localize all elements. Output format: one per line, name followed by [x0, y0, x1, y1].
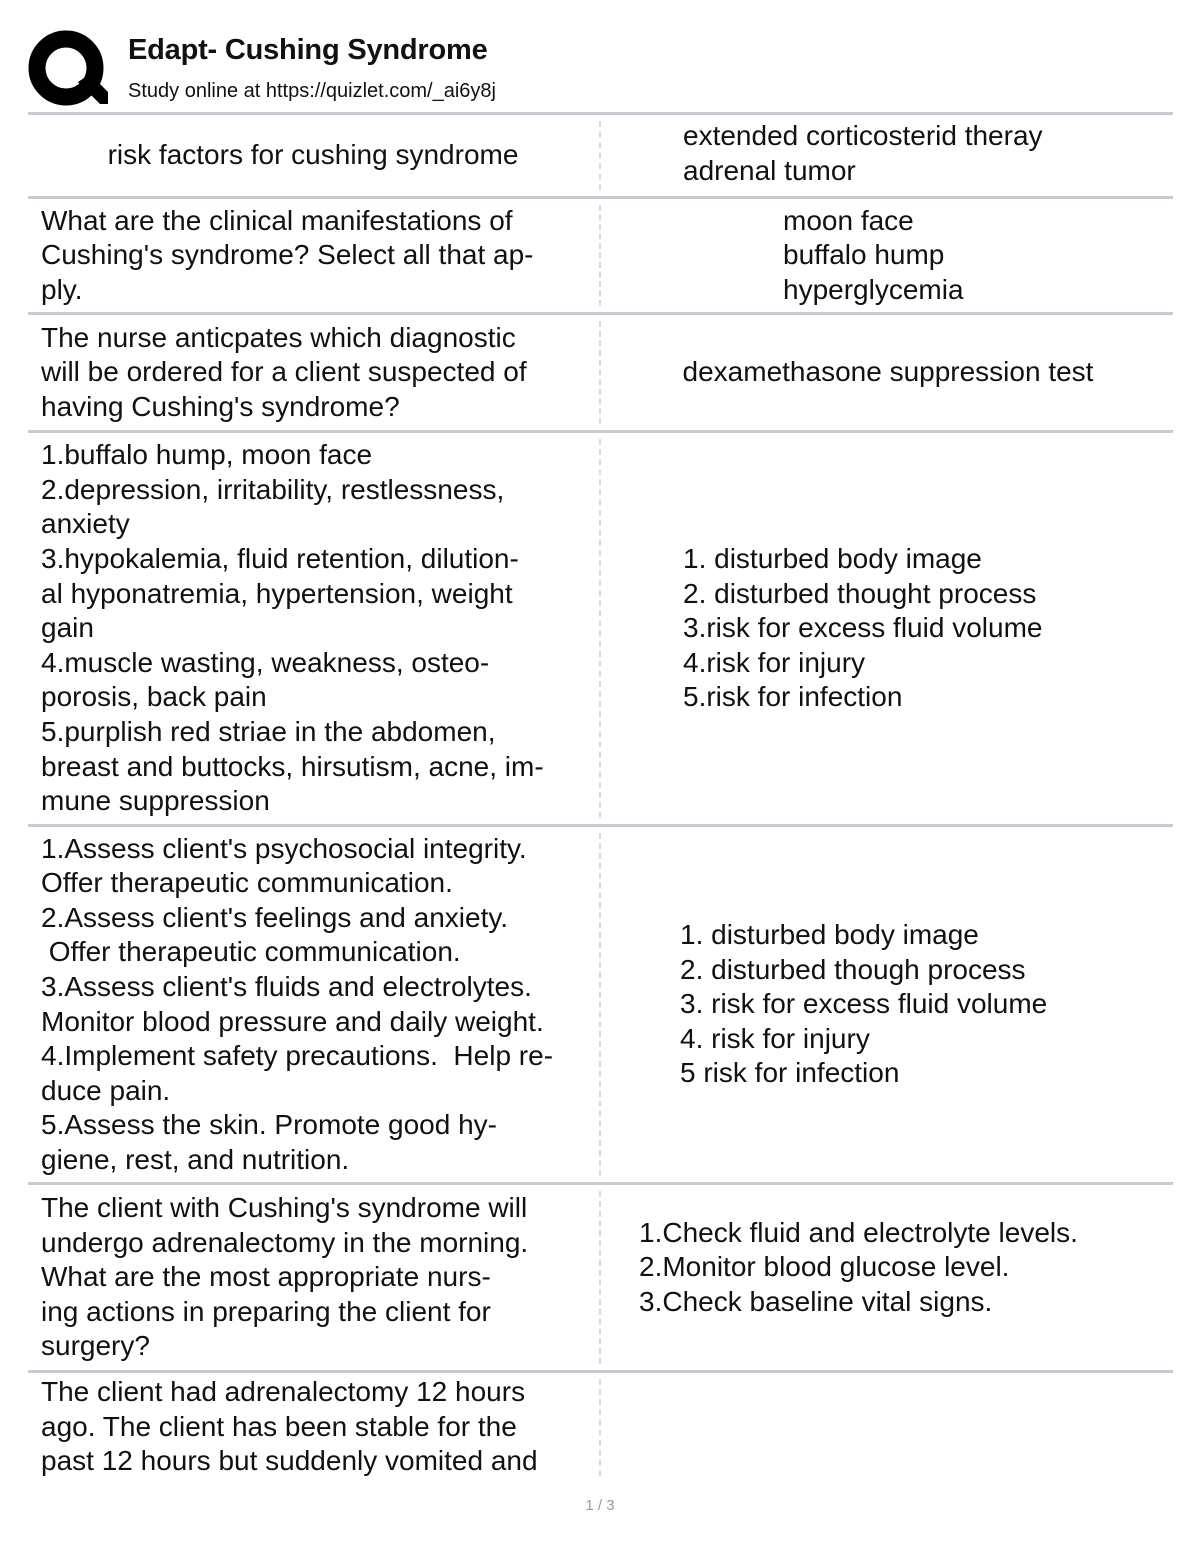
column-divider [599, 321, 601, 424]
term-line: ply. [41, 273, 83, 305]
card-row [28, 312, 1173, 430]
card-definition [603, 199, 1173, 312]
flashcard-table [28, 112, 1173, 1490]
definition-line: 1.Check fluid and electrolyte levels. [639, 1216, 1078, 1248]
definition-line: 2.Monitor blood glucose level. [639, 1251, 1010, 1283]
card-row [28, 112, 1173, 196]
term-line: undergo adrenalectomy in the morning. [41, 1226, 529, 1258]
term-line: The nurse anticpates which diagnostic [41, 321, 516, 353]
card-row [28, 196, 1173, 312]
card-term [28, 827, 598, 1182]
definition-line: 3.Check baseline vital signs. [639, 1285, 993, 1317]
term-line: breast and buttocks, hirsutism, acne, im- [41, 750, 544, 782]
term-line: mune suppression [41, 785, 270, 817]
column-divider [599, 121, 601, 190]
card-term [28, 115, 598, 196]
term-line: anxiety [41, 508, 130, 540]
card-definition [603, 1185, 1173, 1370]
card-row [28, 824, 1173, 1182]
definition-line: buffalo hump [783, 239, 945, 271]
card-term [28, 1373, 598, 1490]
term-line: 2.depression, irritability, restlessness, [41, 473, 505, 505]
definition-line: moon face [783, 204, 914, 236]
term-line: What are the clinical manifestations of [41, 204, 513, 236]
term-line: Cushing's syndrome? Select all that ap- [41, 239, 534, 271]
study-link[interactable]: Study online at https://quizlet.com/_ai6y8j [128, 80, 496, 102]
column-divider [599, 1379, 601, 1476]
term-line: 1.Assess client's psychosocial integrity. [41, 832, 527, 864]
definition-line: 5.risk for infection [683, 681, 903, 713]
term-line: 1.buffalo hump, moon face [41, 439, 373, 471]
column-divider [599, 833, 601, 1176]
term-line: The client with Cushing's syndrome will [41, 1192, 528, 1224]
term-line: giene, rest, and nutrition. [41, 1143, 350, 1175]
definition-line: 4.risk for injury [683, 646, 866, 678]
card-row [28, 1182, 1173, 1370]
card-term [28, 433, 598, 824]
term-line: The client had adrenalectomy 12 hours [41, 1376, 526, 1407]
term-line: Offer therapeutic communication. [41, 936, 461, 968]
term-line: ago. The client has been stable for the [41, 1410, 517, 1442]
term-line: 3.Assess client's fluids and electrolytes. [41, 970, 532, 1002]
definition-line: 3. risk for excess fluid volume [680, 988, 1048, 1020]
term-line: Monitor blood pressure and daily weight. [41, 1005, 544, 1037]
term-line: 3.hypokalemia, fluid retention, dilution- [41, 543, 519, 575]
term-line: ing actions in preparing the client for [41, 1295, 491, 1327]
term-line: will be ordered for a client suspected of [41, 356, 527, 388]
term-line: duce pain. [41, 1074, 171, 1106]
definition-line: 1. disturbed body image [683, 543, 982, 575]
term-line: surgery? [41, 1330, 150, 1362]
term-line: gain [41, 612, 94, 644]
card-definition [603, 315, 1173, 430]
term-line: 4.muscle wasting, weakness, osteo- [41, 646, 490, 678]
term-line: al hyponatremia, hypertension, weight [41, 577, 513, 609]
card-definition [603, 433, 1173, 824]
definition-line: extended corticosterid theray [683, 119, 1043, 151]
term-line: 5.Assess the skin. Promote good hy- [41, 1109, 497, 1141]
column-divider [599, 1191, 601, 1364]
card-row [28, 1370, 1173, 1490]
definition-line: 4. risk for injury [680, 1022, 870, 1054]
definition-line: 5 risk for infection [680, 1057, 900, 1089]
column-divider [599, 439, 601, 818]
page-number: 1 / 3 [585, 1497, 615, 1514]
card-definition [603, 115, 1173, 196]
card-row [28, 430, 1173, 824]
definition-line: 3.risk for excess fluid volume [683, 612, 1043, 644]
definition-line: 2. disturbed thought process [683, 577, 1037, 609]
term-line: 2.Assess client's feelings and anxiety. [41, 901, 509, 933]
term-line: risk factors for cushing syndrome [107, 139, 519, 171]
definition-line: 2. disturbed though process [680, 953, 1026, 985]
definition-line: hyperglycemia [783, 273, 964, 305]
quizlet-logo-icon [28, 30, 108, 110]
card-term [28, 1185, 598, 1370]
definition-line: 1. disturbed body image [680, 919, 979, 951]
term-line: 5.purplish red striae in the abdomen, [41, 715, 496, 747]
header [28, 30, 1178, 110]
definition-line: adrenal tumor [683, 154, 856, 186]
term-line: having Cushing's syndrome? [41, 390, 400, 422]
definition-line: dexamethasone suppression test [682, 356, 1094, 388]
card-term [28, 199, 598, 312]
term-line: Offer therapeutic communication. [41, 867, 453, 899]
card-term [28, 315, 598, 430]
card-definition [603, 827, 1173, 1182]
page-title: Edapt- Cushing Syndrome [128, 34, 488, 66]
term-line: 4.Implement safety precautions. Help re- [41, 1040, 554, 1072]
term-line: porosis, back pain [41, 681, 267, 713]
column-divider [599, 205, 601, 306]
term-line: past 12 hours but suddenly vomited and [41, 1445, 538, 1477]
term-line: What are the most appropriate nurs- [41, 1261, 491, 1293]
